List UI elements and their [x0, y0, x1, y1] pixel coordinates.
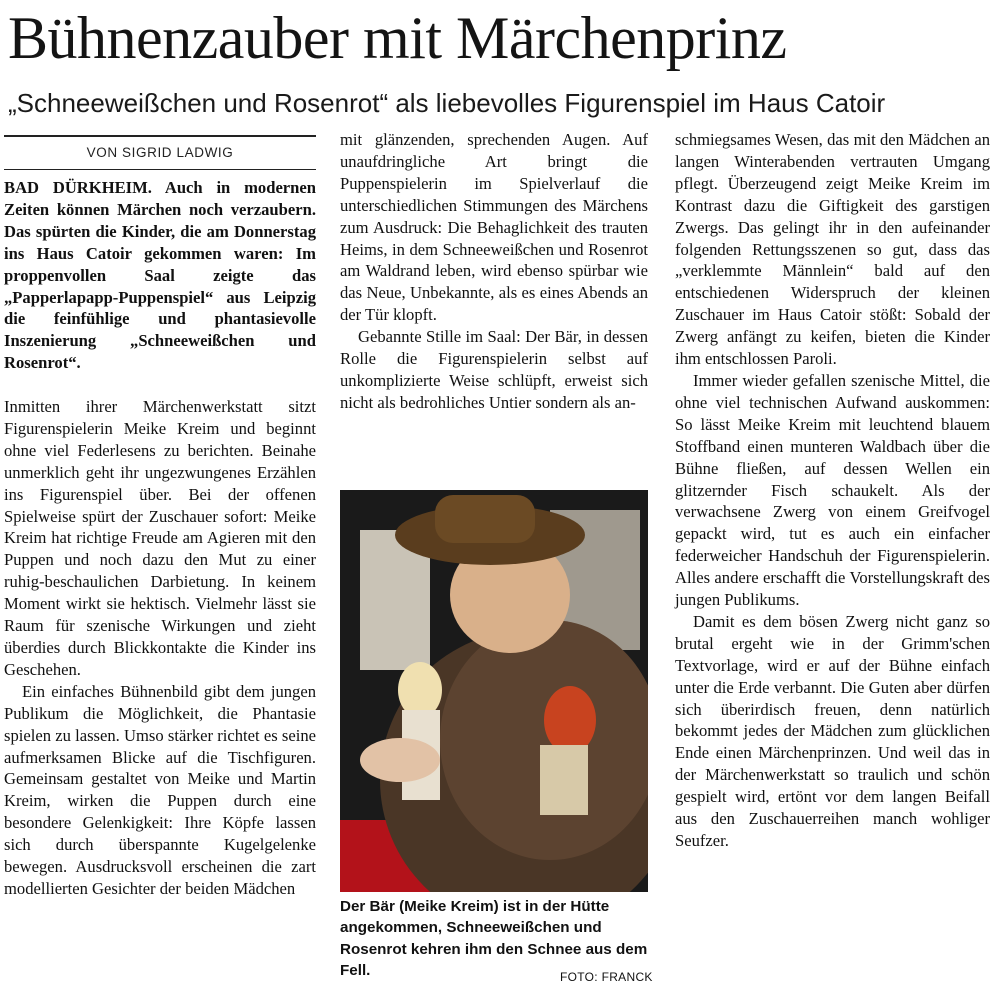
column-3	[675, 129, 990, 852]
photo-credit: FOTO: FRANCK	[560, 970, 653, 984]
column-2	[340, 129, 648, 414]
subheadline: „Schneeweißchen und Rosenrot“ als liebevolles Figurenspiel im Haus Catoir	[8, 88, 886, 118]
body-paragraph-6: Immer wieder gefallen szenische Mittel, die ohne viel technischen Aufwand auskommen: So lässt Meike Kreim mit leuchtend blauem Stoffband einen munteren Waldbach über die Bühne fließen, auf dessen Wellen ein glitzernder Fisch schaukelt. Als der verwachsene Zwerg von einem Greifvogel gepackt wird, tut es auch ein einfacher federweicher Handschuh der Figurenspielerin. Alles andere erschafft die Vorstellungskraft des jungen Publikums.	[675, 370, 990, 610]
body-paragraph-3: mit glänzenden, sprechenden Augen. Auf unaufdringliche Art bringt die Puppenspielerin im Spielverlauf die unterschiedlichen Stimmungen des Märchens zum Ausdruck: Die Behaglichkeit des trauten Heims, in dem Schneeweißchen und Rosenrot am Waldrand leben, wird ebenso spürbar wie das Neue, Unbekannte, als es eines Abends an der Tür klopft.	[340, 130, 648, 325]
body-paragraph-1: Inmitten ihrer Märchenwerkstatt sitzt Figurenspielerin Meike Kreim und beginnt ohne viel Federlesens zu berichten. Beinahe unmerklich geht ihr ungezwungenes Erzählen ins Figurenspiel über. Bei der offenen Spielweise spürt der Zuschauer sofort: Meike Kreim hat richtige Freude am Agieren mit den Puppen und noch dazu den Mut zu einer ruhig-beschaulichen Darbietung. In keinem Moment wirkt sie hektisch. Vielmehr lässt sie Raum für szenische Wirkungen und zieht überdies durch Blickkontakte die Kinder ins Geschehen.	[4, 397, 316, 679]
puppeteer-illustration	[340, 490, 648, 892]
body-paragraph-7: Damit es dem bösen Zwerg nicht ganz so brutal ergeht wie in der Grimm'schen Textvorlage, wird er auf der Bühne einfach unter die Erde verbannt. Die Guten aber dürfen sich überirdisch freuen, denn natürlich bekommt jedes der Mädchen zum glücklichen Ende einen Märchenprinzen. Und weil das in der Märchenwerkstatt so traulich und schön gespielt wird, ertönt vor dem langen Beifall aus den Zuschauerreihen manch wohliger Seufzer.	[675, 611, 990, 850]
headline: Bühnenzauber mit Märchenprinz	[8, 5, 787, 71]
article-photo	[340, 490, 648, 892]
body-paragraph-5: schmiegsames Wesen, das mit den Mädchen an langen Winterabenden vertrauten Umgang pflegt. Überzeugend zeigt Meike Kreim im Kontrast dazu die Giftigkeit des garstigen Zwergs. Das gelingt ihr in den aufeinander folgenden Rettungsszenen so gut, dass das „verklemmte Männlein“ bald auf den entschiedenen Widerspruch der kleinen Zuschauer im Haus Catoir stößt: Sobald der Zwerg anfängt zu keifen, bieten die Kinder ihm entschlossen Paroli.	[675, 130, 990, 369]
lead-paragraph: BAD DÜRKHEIM. Auch in modernen Zeiten können Märchen noch verzaubern. Das spürten die Kinder, die am Donnerstag ins Haus Catoir gekommen waren: Im proppenvollen Saal zeigte das „Papperlapapp-Puppenspiel“ aus Leipzig die feinfühlige und phantasievolle Inszenierung „Schneeweißchen und Rosenrot“.	[4, 178, 316, 373]
byline: VON SIGRID LADWIG	[86, 145, 234, 160]
byline-box	[4, 135, 316, 170]
body-paragraph-2: Ein einfaches Bühnenbild gibt dem jungen Publikum die Möglichkeit, die Phantasie spielen zu lassen. Umso stärker richtet es seine aufmerksamen Blicke auf die Tischfiguren. Gemeinsam gestaltet von Meike und Martin Kreim, wirken die Puppen durch eine besondere Gelenkigkeit: Ihre Köpfe lassen sich durch überspannte Kugelgelenke bewegen. Ausdrucksvoll erscheinen die zart modellierten Gesichter der beiden Mädchen	[4, 681, 316, 898]
photo-caption: Der Bär (Meike Kreim) ist in der Hütte angekommen, Schneeweißchen und Rosenrot kehren ihm den Schnee aus dem Fell.	[340, 898, 648, 979]
column-1	[4, 177, 316, 900]
body-paragraph-4: Gebannte Stille im Saal: Der Bär, in dessen Rolle die Figurenspielerin selbst auf unkomplizierte Weise schlüpft, erweist sich nicht als bedrohliches Untier sondern als an-	[340, 327, 648, 412]
